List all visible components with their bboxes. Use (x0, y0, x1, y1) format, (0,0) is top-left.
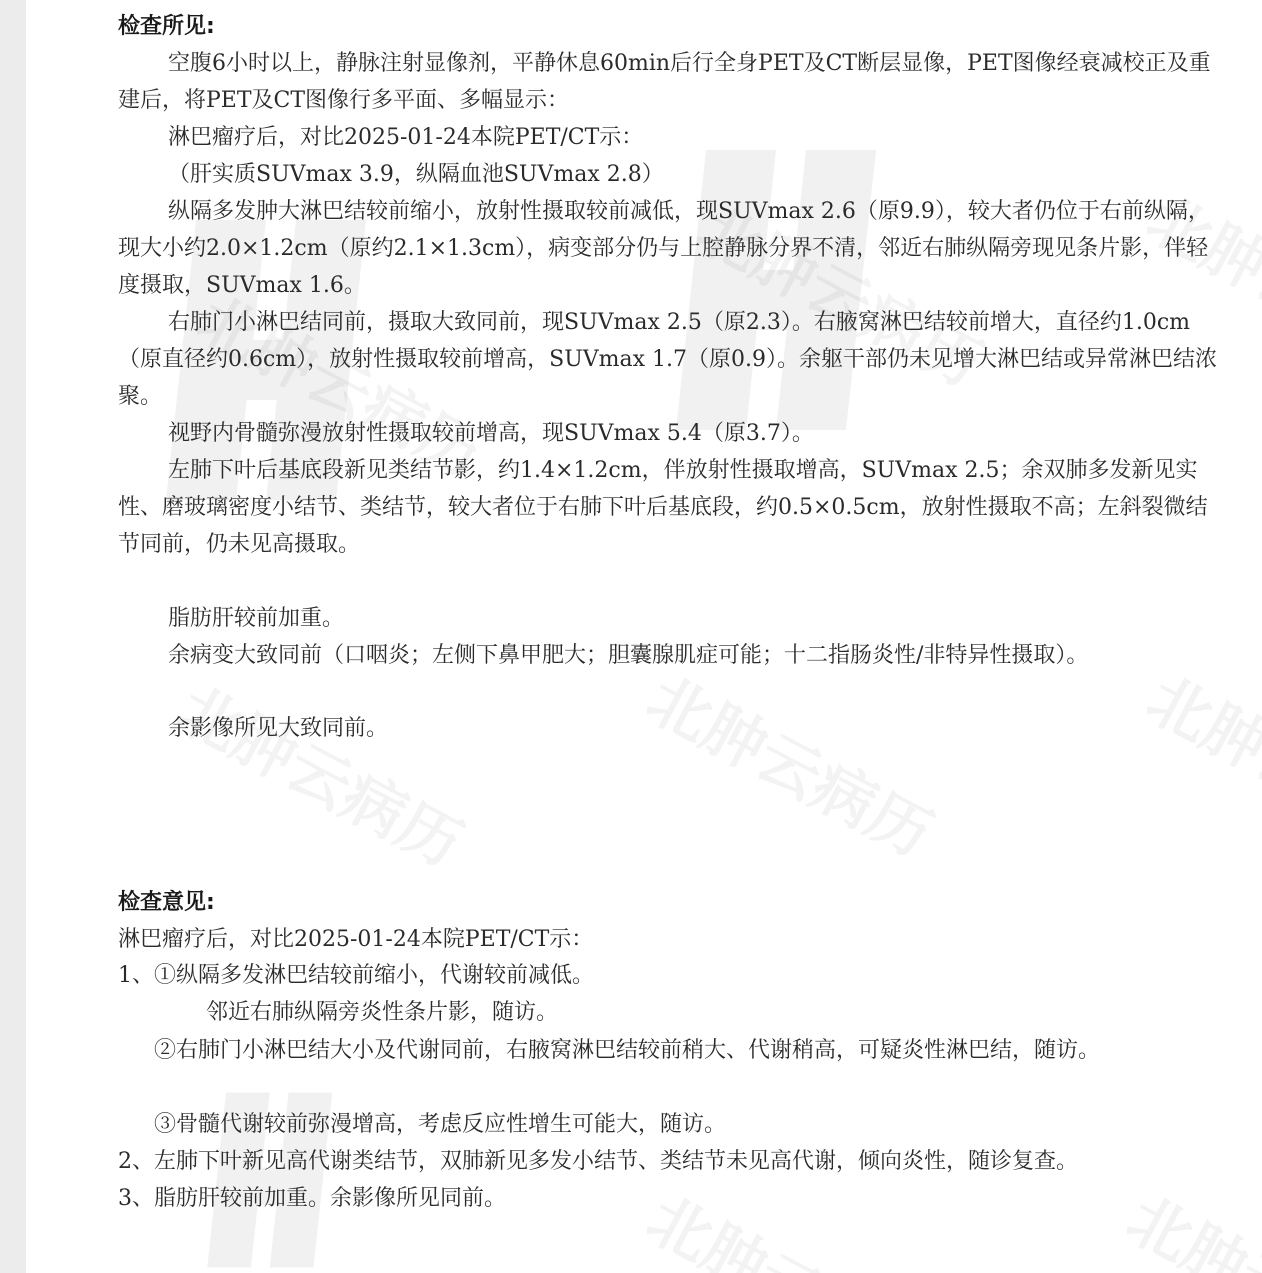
opinion-line: ②右肺门小淋巴结大小及代谢同前，右腋窝淋巴结较前稍大、代谢稍高，可疑炎性淋巴结，随访。 (154, 1038, 1101, 1063)
findings-paragraph: 左肺下叶后基底段新见类结节影，约1.4×1.2cm，伴放射性摄取增高，SUVmax 2.5；余双肺多发新见实性、磨玻璃密度小结节、类结节，较大者位于右肺下叶后基底段，约0.5×0.5cm，放射性摄取不高；左斜裂微结节同前，仍未见高摄取。 (118, 458, 1208, 557)
findings-paragraph: 视野内骨髓弥漫放射性摄取较前增高，现SUVmax 5.4（原3.7）。 (168, 421, 814, 446)
watermark-text (164, 660, 480, 884)
opinion-line: 邻近右肺纵隔旁炎性条片影，随访。 (206, 1000, 559, 1025)
findings-paragraph: 余病变大致同前（口咽炎；左侧下鼻甲肥大；胆囊腺肌症可能；十二指肠炎性/非特异性摄取）。 (168, 643, 1089, 668)
findings-paragraph: 脂肪肝较前加重。 (168, 606, 345, 631)
opinion-line: 1、①纵隔多发淋巴结较前缩小，代谢较前减低。 (118, 963, 594, 988)
findings-paragraph: 右肺门小淋巴结同前，摄取大致同前，现SUVmax 2.5（原2.3）。右腋窝淋巴结较前增大，直径约1.0cm（原直径约0.6cm），放射性摄取较前增高，SUVmax 1.7（原0.9）。余躯干部仍未见增大淋巴结或异常淋巴结浓聚。 (118, 310, 1218, 409)
findings-heading: 检查所见: (118, 14, 215, 39)
findings-paragraph: 余影像所见大致同前。 (168, 716, 389, 741)
findings-paragraph: 纵隔多发肿大淋巴结较前缩小，放射性摄取较前减低，现SUVmax 2.6（原9.9），较大者仍位于右前纵隔，现大小约2.0×1.2cm（原约2.1×1.3cm），病变部分仍与上腔静脉分界不清，邻近右肺纵隔旁现见条片影，伴轻度摄取，SUVmax 1.6。 (118, 199, 1210, 298)
opinion-line: ③骨髓代谢较前弥漫增高，考虑反应性增生可能大，随访。 (154, 1112, 727, 1137)
findings-paragraph: 空腹6小时以上，静脉注射显像剂，平静休息60min后行全身PET及CT断层显像，PET图像经衰减校正及重建后，将PET及CT图像行多平面、多幅显示： (118, 51, 1211, 113)
watermark-text (634, 650, 950, 874)
findings-paragraph: 淋巴瘤疗后，对比2025-01-24本院PET/CT示： (168, 125, 644, 150)
opinion-line: 2、左肺下叶新见高代谢类结节，双肺新见多发小结节、类结节未见高代谢，倾向炎性，随诊复查。 (118, 1149, 1079, 1174)
opinion-line: 3、脂肪肝较前加重。余影像所见同前。 (118, 1186, 506, 1211)
watermark-text (634, 1170, 950, 1273)
report-page (26, 0, 1262, 1273)
opinion-line: 淋巴瘤疗后，对比2025-01-24本院PET/CT示： (118, 927, 594, 952)
opinion-heading: 检查意见: (118, 890, 215, 915)
findings-paragraph: （肝实质SUVmax 3.9，纵隔血池SUVmax 2.8） (168, 162, 664, 187)
watermark-text (1114, 1170, 1262, 1273)
watermark-text (1134, 650, 1262, 874)
